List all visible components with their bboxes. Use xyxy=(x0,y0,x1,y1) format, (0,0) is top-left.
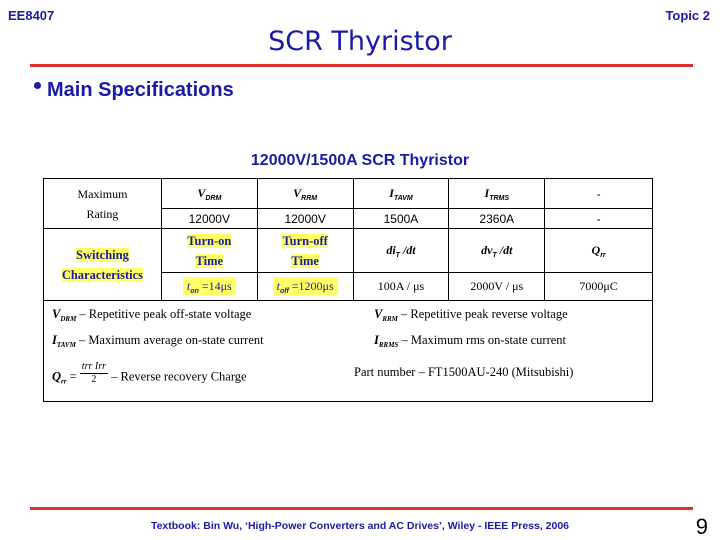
dit-dt-header: $di_T$ /dt xyxy=(353,229,449,273)
itavm-header: $I_{TAVM}$ xyxy=(353,179,449,209)
notes-cell xyxy=(44,301,653,402)
note-line-1 xyxy=(52,307,644,333)
rating-blank-header: - xyxy=(545,179,653,209)
note-qrr: $Q_{rr}$ = $\frac{\text{trr Irr}}{2}$ – Reverse recovery Charge xyxy=(52,361,247,386)
turn-on-header: Turn-on Time xyxy=(161,229,257,273)
vdrm-header: $V_{DRM}$ xyxy=(161,179,257,209)
switching-header-row xyxy=(44,229,653,273)
topic-label: Topic 2 xyxy=(665,8,710,23)
turn-on-value: $t_{on} =14\mu s$ xyxy=(161,273,257,301)
dvt-dt-header: $dv_T$ /dt xyxy=(449,229,545,273)
bullet-text: Main Specifications xyxy=(47,79,234,101)
table-title: 12000V/1500A SCR Thyristor xyxy=(250,152,470,169)
note-itavm: $I_{TAVM}$ – Maximum average on-state current xyxy=(52,333,264,349)
dvt-dt-value: 2000V / μs xyxy=(449,273,545,301)
rating-blank-value: - xyxy=(545,209,653,229)
page-number: 9 xyxy=(695,514,708,539)
max-rating-label xyxy=(44,179,162,229)
itrms-header: $I_{TRMS}$ xyxy=(449,179,545,209)
qrr-header: $Q_{rr}$ xyxy=(545,229,653,273)
itavm-value: 1500A xyxy=(353,209,449,229)
qrr-value: 7000μC xyxy=(545,273,653,301)
bottom-divider xyxy=(30,507,693,510)
ratings-header-row xyxy=(44,179,653,209)
turn-off-header: Turn-off Time xyxy=(257,229,353,273)
max-rating-line2: Rating xyxy=(86,206,119,221)
vdrm-value: 12000V xyxy=(161,209,257,229)
note-line-2 xyxy=(52,333,644,359)
footer-citation: Textbook: Bin Wu, ‘High-Power Converters and AC Drives’, Wiley - IEEE Press, 2006 xyxy=(150,520,570,532)
note-irrms: $I_{RRMS}$ – Maximum rms on-state current xyxy=(374,333,567,349)
dit-dt-value: 100A / μs xyxy=(353,273,449,301)
switching-label xyxy=(44,229,162,301)
notes-row xyxy=(44,301,653,402)
bullet-dot-icon xyxy=(34,82,41,89)
top-divider xyxy=(30,64,693,67)
qrr-fraction: $\frac{\text{trr Irr}}{2}$ xyxy=(81,361,106,385)
note-part-number: Part number – FT1500AU-240 (Mitsubishi) xyxy=(354,365,574,379)
bullet-main-specifications xyxy=(34,79,234,102)
slide-title: SCR Thyristor xyxy=(268,26,452,57)
switching-line1: Switching xyxy=(76,247,129,262)
course-code: EE8407 xyxy=(8,8,55,23)
vrrm-value: 12000V xyxy=(257,209,353,229)
vrrm-header: $V_{RRM}$ xyxy=(257,179,353,209)
itrms-value: 2360A xyxy=(449,209,545,229)
note-line-3 xyxy=(52,359,644,395)
spec-table xyxy=(43,178,653,402)
note-vrrm: $V_{RRM}$ – Repetitive peak reverse voltage xyxy=(374,307,568,323)
note-vdrm: $V_{DRM}$ – Repetitive peak off-state voltage xyxy=(52,307,252,323)
turn-off-value: $t_{off} =1200\mu s$ xyxy=(257,273,353,301)
max-rating-line1: Maximum xyxy=(77,186,128,201)
switching-line2: Characteristics xyxy=(61,267,144,282)
